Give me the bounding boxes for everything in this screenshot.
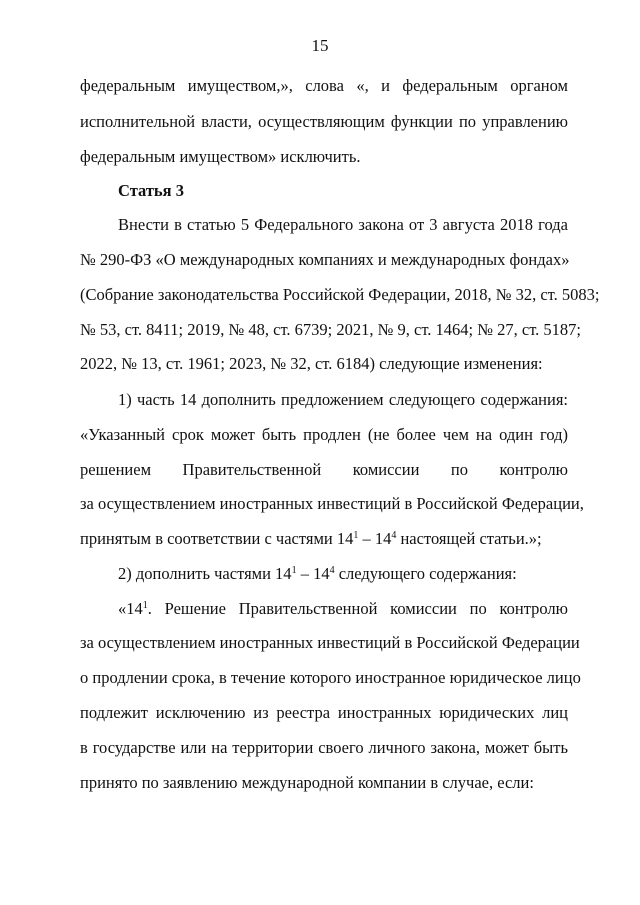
text-line-6: № 290-ФЗ «О международных компаниях и международных фондах»	[80, 250, 570, 269]
text-line-9: 2022, № 13, ст. 1961; 2023, № 32, ст. 6184) следующие изменения:	[80, 354, 543, 373]
text-line-13: за осуществлением иностранных инвестиций в Российской Федерации,	[80, 494, 584, 513]
text-line-12: решением Правительственной комиссии по контролю	[80, 460, 568, 479]
text-line-3: федеральным имуществом» исключить.	[80, 147, 361, 166]
text-line-20: в государстве или на территории своего личного закона, может быть	[80, 738, 568, 757]
text-line-18: о продлении срока, в течение которого иностранное юридическое лицо	[80, 668, 581, 687]
text-line-14: принятым в соответствии с частями $14^1 - 14^4$ настоящей статьи.»;	[80, 529, 542, 548]
text-line-2: исполнительной власти, осуществляющим функции по управлению	[80, 112, 568, 131]
text-line-15: 2) дополнить частями $14^1 - 14^4$ следующего содержания:	[118, 564, 517, 583]
text-line-7: (Собрание законодательства Российской Федерации, 2018, № 32, ст. 5083;	[80, 285, 600, 304]
text-line-19: подлежит исключению из реестра иностранных юридических лиц	[80, 703, 568, 722]
text-line-8: № 53, ст. 8411; 2019, № 48, ст. 6739; 2021, № 9, ст. 1464; № 27, ст. 5187;	[80, 320, 581, 339]
text-line-1: федеральным имуществом,», слова «, и федеральным органом	[80, 76, 568, 95]
article-heading: Статья 3	[118, 181, 184, 200]
text-line-21: принято по заявлению международной компании в случае, если:	[80, 773, 534, 792]
text-line-17: за осуществлением иностранных инвестиций в Российской Федерации	[80, 633, 580, 652]
text-line-10: 1) часть 14 дополнить предложением следующего содержания:	[118, 390, 568, 409]
text-line-16: «$14^1$. Решение Правительственной комиссии по контролю	[118, 599, 568, 618]
text-line-5: Внести в статью 5 Федерального закона от 3 августа 2018 года	[118, 215, 568, 234]
page-number: 15	[311, 36, 329, 55]
text-line-11: «Указанный срок может быть продлен (не более чем на один год)	[80, 425, 568, 444]
